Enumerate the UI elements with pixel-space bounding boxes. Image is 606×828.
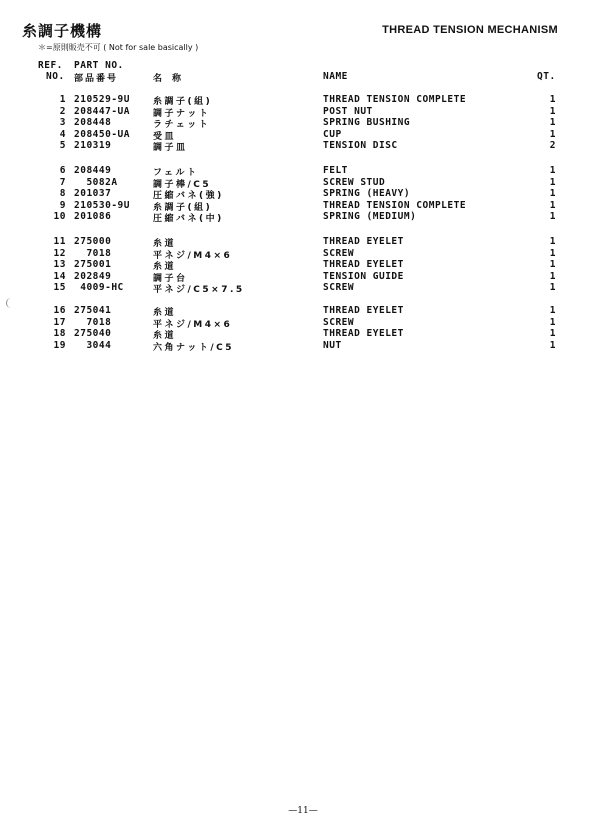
column-header-name-jp: 名 称 <box>153 74 182 84</box>
part-name-jp: 平ネジ/M4×6 <box>153 319 233 330</box>
ref-no: 14 <box>53 270 66 282</box>
column-header-ref-no: NO. <box>46 71 65 82</box>
part-number: 3044 <box>74 339 112 351</box>
column-header-ref: REF. <box>38 60 63 71</box>
part-name-en: SCREW <box>323 316 355 328</box>
part-name-jp: 糸道 <box>153 308 177 318</box>
table-row <box>0 328 606 340</box>
column-header-qty: QT. <box>537 71 556 82</box>
part-name-en: THREAD EYELET <box>323 259 404 270</box>
ref-no: 2 <box>59 105 66 117</box>
ref-no: 9 <box>59 199 66 211</box>
quantity: 1 <box>549 199 556 211</box>
part-name-en: THREAD TENSION COMPLETE <box>323 199 467 211</box>
part-name-jp: 受皿 <box>153 131 177 142</box>
part-name-en: THREAD EYELET <box>323 236 404 247</box>
table-row <box>0 117 606 129</box>
quantity: 1 <box>549 94 556 105</box>
part-name-en: SCREW <box>323 247 355 259</box>
part-name-jp: 調子ナット <box>153 108 211 119</box>
table-row <box>0 317 606 329</box>
table-row <box>0 200 606 212</box>
sale-note: ＊=原則販売不可 ( Not for sale basically ) <box>38 43 199 52</box>
part-number: 208449 <box>74 165 112 176</box>
part-name-en: NUT <box>323 339 342 351</box>
ref-no: 8 <box>59 188 66 199</box>
table-row <box>0 259 606 271</box>
quantity: 1 <box>549 282 556 293</box>
page-number: —11— <box>288 806 318 816</box>
table-row <box>0 188 606 200</box>
part-number: 201086 <box>74 211 112 222</box>
part-name-en: THREAD TENSION COMPLETE <box>323 94 467 105</box>
part-name-en: FELT <box>323 165 348 176</box>
table-row <box>0 165 606 177</box>
part-number: 4009-HC <box>74 282 124 293</box>
quantity: 1 <box>549 270 556 282</box>
part-name-en: TENSION DISC <box>323 140 398 151</box>
part-name-jp: 圧縮バネ(中) <box>153 214 224 224</box>
part-name-en: SCREW STUD <box>323 176 386 188</box>
quantity: 1 <box>549 117 556 128</box>
quantity: 1 <box>549 105 556 117</box>
part-name-jp: 圧縮バネ(強) <box>153 191 224 201</box>
part-name-jp: 調子皿 <box>153 143 188 153</box>
quantity: 1 <box>549 176 556 188</box>
part-name-en: SPRING (MEDIUM) <box>323 211 417 222</box>
part-name-jp: 平ネジ/C5×7.5 <box>153 285 245 295</box>
part-name-jp: フェルト <box>153 168 199 178</box>
ref-no: 5 <box>59 140 66 151</box>
page-title-en: THREAD TENSION MECHANISM <box>382 24 558 36</box>
part-name-en: SPRING (HEAVY) <box>323 188 411 199</box>
quantity: 1 <box>549 316 556 328</box>
part-number: 208448 <box>74 117 112 128</box>
part-name-jp: 調子棒/C5 <box>153 179 212 190</box>
quantity: 2 <box>549 140 556 151</box>
part-number: 210319 <box>74 140 112 151</box>
part-number: 208447-UA <box>74 105 130 117</box>
table-row <box>0 340 606 352</box>
part-number: 275000 <box>74 236 112 247</box>
part-number: 5082A <box>74 176 118 188</box>
part-name-en: THREAD EYELET <box>323 328 404 339</box>
ref-no: 12 <box>53 247 66 259</box>
part-name-jp: 平ネジ/M4×6 <box>153 250 233 261</box>
ref-no: 18 <box>53 328 66 339</box>
ref-no: 7 <box>59 176 66 188</box>
ref-no: 17 <box>53 316 66 328</box>
ref-no: 1 <box>59 94 66 105</box>
part-name-en: SCREW <box>323 282 355 293</box>
table-row <box>0 236 606 248</box>
column-header-name-en: NAME <box>323 71 348 82</box>
page-title-jp: 糸調子機構 <box>22 22 103 40</box>
quantity: 1 <box>549 247 556 259</box>
table-row <box>0 271 606 283</box>
quantity: 1 <box>549 128 556 140</box>
ref-no: 3 <box>59 117 66 128</box>
table-row <box>0 94 606 106</box>
part-name-en: CUP <box>323 128 342 140</box>
ref-no: 19 <box>53 339 66 351</box>
part-number: 275041 <box>74 305 112 316</box>
ref-no: 13 <box>53 259 66 270</box>
part-number: 202849 <box>74 270 112 282</box>
ref-no: 10 <box>53 211 66 222</box>
part-number: 275001 <box>74 259 112 270</box>
part-number: 210530-9U <box>74 199 130 211</box>
table-row <box>0 129 606 141</box>
quantity: 1 <box>549 188 556 199</box>
column-header-part-jp: 部品番号 <box>74 74 119 84</box>
quantity: 1 <box>549 305 556 316</box>
part-number: 208450-UA <box>74 128 130 140</box>
ref-no: 11 <box>53 236 66 247</box>
quantity: 1 <box>549 259 556 270</box>
part-name-jp: ラチェット <box>153 120 211 130</box>
table-row <box>0 177 606 189</box>
part-name-jp: 糸道 <box>153 262 177 272</box>
ref-no: 4 <box>59 128 66 140</box>
part-name-en: TENSION GUIDE <box>323 270 404 282</box>
table-row <box>0 282 606 294</box>
column-header-part: PART NO. <box>74 60 124 71</box>
part-number: 275040 <box>74 328 112 339</box>
quantity: 1 <box>549 165 556 176</box>
part-name-jp: 六角ナット/C5 <box>153 342 234 353</box>
table-row <box>0 305 606 317</box>
part-name-en: THREAD EYELET <box>323 305 404 316</box>
ref-no: 16 <box>53 305 66 316</box>
part-number: 7018 <box>74 247 112 259</box>
ref-no: 15 <box>53 282 66 293</box>
table-row <box>0 140 606 152</box>
part-number: 210529-9U <box>74 94 130 105</box>
part-name-jp: 糸道 <box>153 331 177 341</box>
part-name-jp: 調子台 <box>153 273 188 284</box>
part-name-jp: 糸調子(組) <box>153 202 213 213</box>
part-name-jp: 糸調子(組) <box>153 97 213 107</box>
part-name-jp: 糸道 <box>153 239 177 249</box>
margin-mark <box>6 298 13 308</box>
quantity: 1 <box>549 211 556 222</box>
part-number: 7018 <box>74 316 112 328</box>
table-row <box>0 248 606 260</box>
part-name-en: POST NUT <box>323 105 373 117</box>
quantity: 1 <box>549 236 556 247</box>
table-row <box>0 106 606 118</box>
quantity: 1 <box>549 339 556 351</box>
part-number: 201037 <box>74 188 112 199</box>
quantity: 1 <box>549 328 556 339</box>
table-row <box>0 211 606 223</box>
ref-no: 6 <box>59 165 66 176</box>
part-name-en: SPRING BUSHING <box>323 117 411 128</box>
